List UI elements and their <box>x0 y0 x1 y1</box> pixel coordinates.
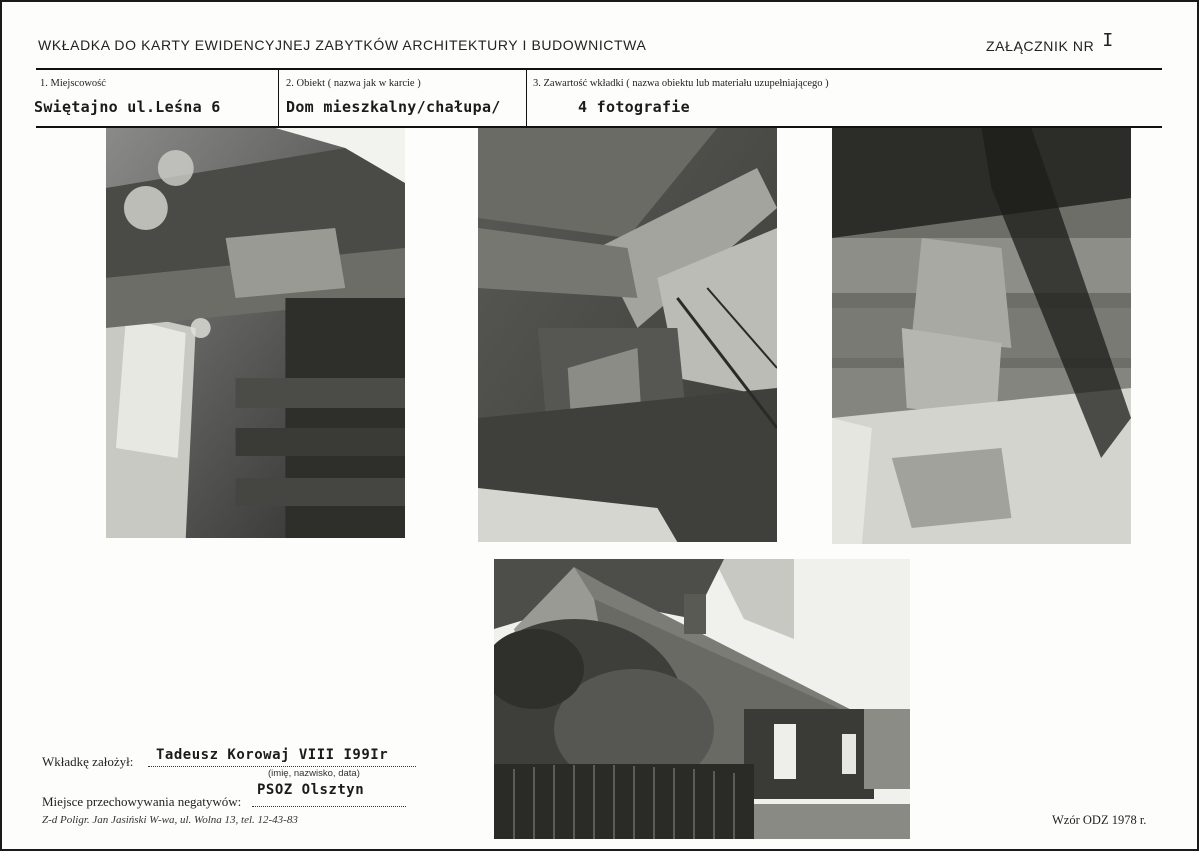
attachment-number <box>986 30 1114 56</box>
field-value-locality: Swiętajno ul.Leśna 6 <box>34 98 221 116</box>
photo-house-exterior-icon <box>494 559 910 839</box>
header-top-rule <box>36 68 1162 70</box>
photo-house-exterior <box>494 559 910 839</box>
founder-dotted-line <box>148 766 416 767</box>
photo-roof-beam-joint <box>478 128 777 542</box>
founder-label: Wkładkę założył: <box>42 754 134 769</box>
attachment-label: ZAŁĄCZNIK NR <box>986 38 1095 54</box>
field-divider-1 <box>278 69 279 127</box>
registry-insert-sheet <box>2 2 1197 849</box>
field-value-contents: 4 fotografie <box>578 98 690 116</box>
field-value-object: Dom mieszkalny/chałupa/ <box>286 98 501 116</box>
field-label-contents: 3. Zawartość wkładki ( nazwa obiektu lub materiału uzupełniającego ) <box>533 78 829 89</box>
photo-log-corner-eaves-icon <box>106 128 405 538</box>
storage-label: Miejsce przechowywania negatywów: <box>42 794 242 809</box>
form-title: WKŁADKA DO KARTY EWIDENCYJNEJ ZABYTKÓW ARCHITEKTURY I BUDOWNICTWA <box>38 37 647 53</box>
field-divider-2 <box>526 69 527 127</box>
founder-hint: (imię, nazwisko, data) <box>268 768 360 779</box>
printer-note: Z-d Poligr. Jan Jasiński W-wa, ul. Wolna 13, tel. 12-43-83 <box>42 814 298 826</box>
photo-dovetail-log-corner-icon <box>832 128 1131 544</box>
founder-value: Tadeusz Korowaj VIII I99Ir <box>156 747 389 763</box>
field-label-locality: 1. Miejscowość <box>40 78 106 89</box>
form-model: Wzór ODZ 1978 r. <box>1052 813 1147 827</box>
photo-log-corner-eaves <box>106 128 405 538</box>
attachment-value: I <box>1102 30 1114 51</box>
field-label-object: 2. Obiekt ( nazwa jak w karcie ) <box>286 78 421 89</box>
storage-dotted-line <box>252 806 406 807</box>
storage-value: PSOZ Olsztyn <box>257 782 365 798</box>
photo-dovetail-log-corner <box>832 128 1131 544</box>
photo-roof-beam-joint-icon <box>478 128 777 542</box>
